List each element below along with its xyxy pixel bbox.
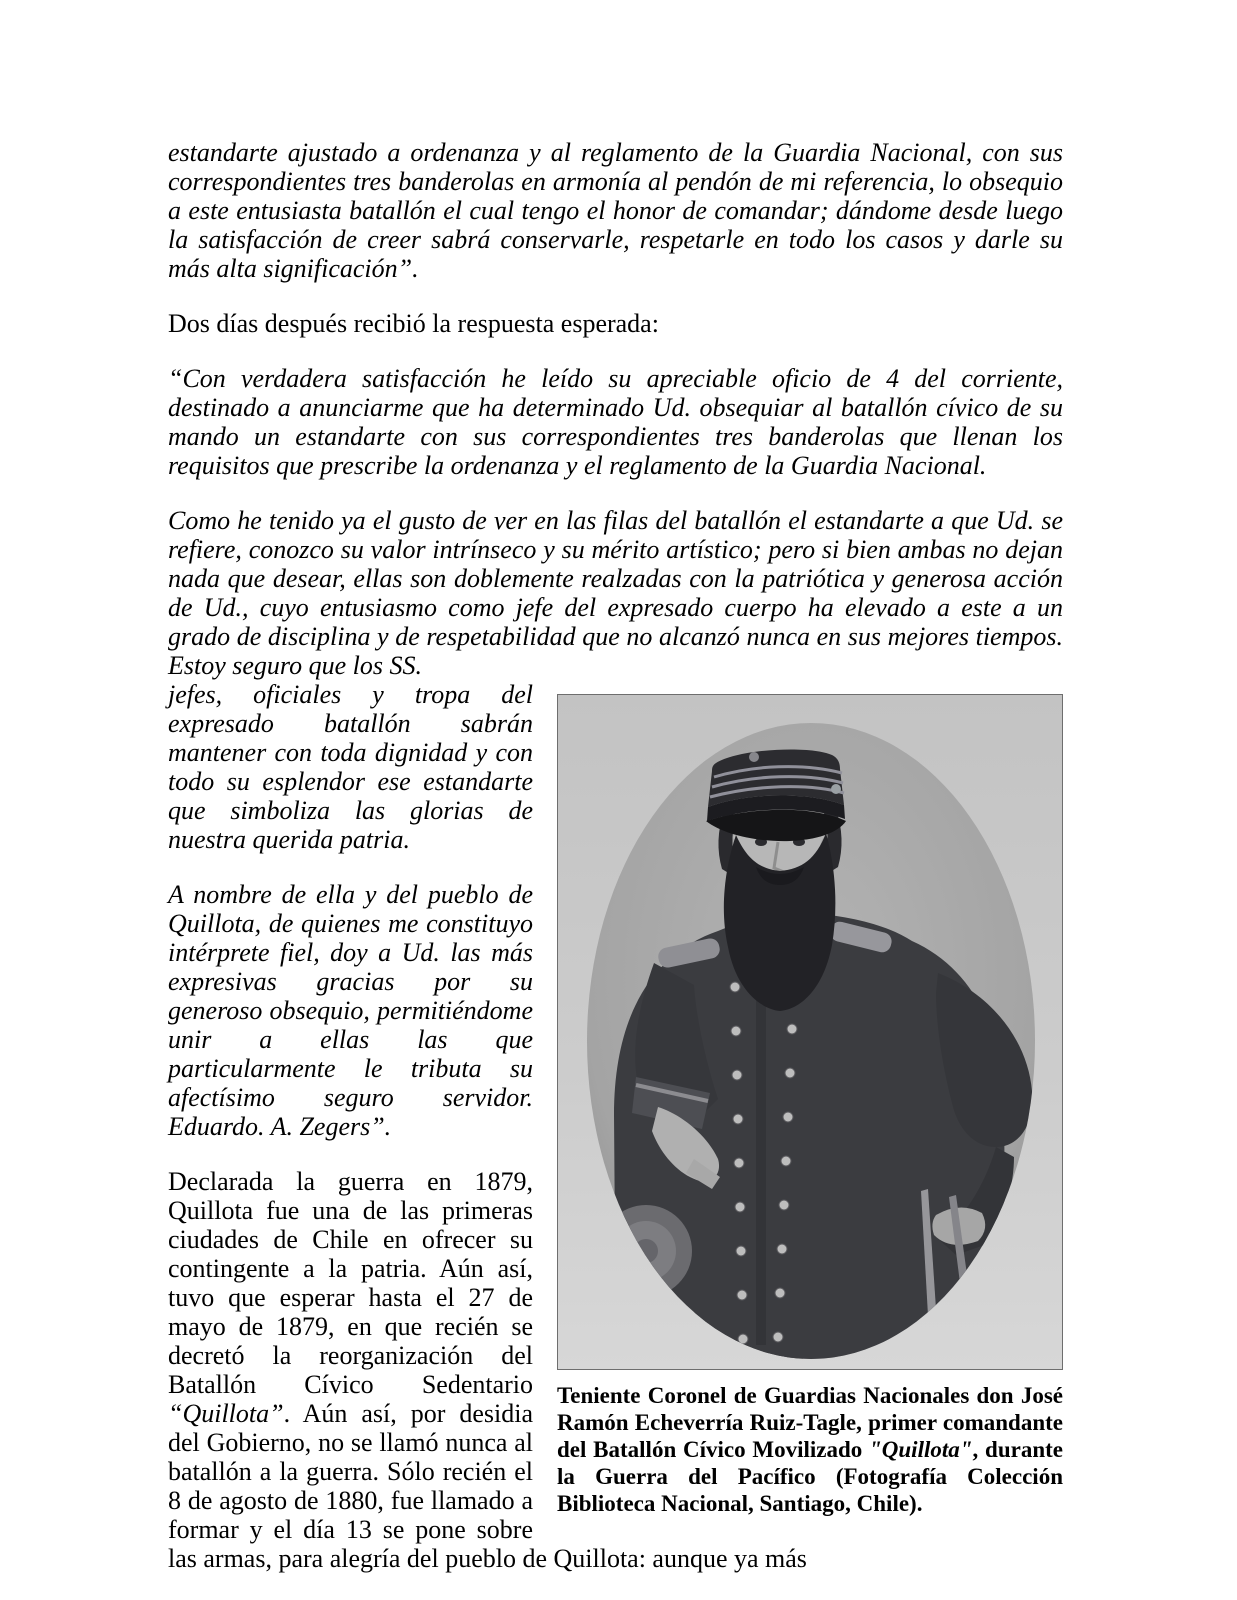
caption-text-2: , durante la Guerra del Pacífico (Fotografía Colección Biblioteca Nacional, Santiago, Chile). [557, 1437, 1063, 1516]
caption-quillota-italic: "Quillota" [869, 1437, 973, 1462]
paragraph-como-he-tenido: Como he tenido ya el gusto de ver en las filas del batallón el estandarte a que Ud. se refiere, conozco su valor intrínseco y su mérito artístico; pero si bien ambas no dejan nada que desear, ellas son doblemente realzadas con la patriótica y generosa acción de Ud., cuyo entusiasmo como jefe del expresado cuerpo ha elevado a este a un grado de disciplina y de respetabilidad que no alcanzó nunca en sus mejores tiempos. Estoy seguro que los SS. [168, 506, 1063, 680]
caption-text-1: Teniente Coronel de Guardias Nacionales don José Ramón Echeverría Ruiz-Tagle, primer comandante del Batallón Cívico Movilizado [557, 1383, 1063, 1462]
declarada-text-2: . Aún así, por desidia del Gobierno, no se llamó nunca al batallón a la guerra. Sólo recién el 8 de agosto de 1880, fue llamado a formar y el día 13 se pone sobre las armas, para alegría del pueblo de Quillota: aunque ya más [168, 1399, 807, 1573]
paragraph-estandarte: estandarte ajustado a ordenanza y al reglamento de la Guardia Nacional, con sus correspondientes tres banderolas en armonía al pendón de mi referencia, lo obsequio a este entusiasta batallón el cual tengo el honor de comandar; dándome desde luego la satisfacción de creer sabrá conservarle, respetarle en todo los casos y darle su más alta significación”. [168, 138, 1063, 283]
paragraph-dos-dias: Dos días después recibió la respuesta esperada: [168, 309, 659, 338]
declarada-quillota-italic: “Quillota” [168, 1399, 284, 1428]
photo-caption [557, 1382, 1063, 1517]
paragraph-jefes-text: jefes, oficiales y tropa del expresado batallón sabrán mantener con toda dignidad y con todo su esplendor ese estandarte que simboliza las glorias de nuestra querida patria. [168, 680, 533, 854]
paragraph-con-verdadera: “Con verdadera satisfacción he leído su apreciable oficio de 4 del corriente, destinado a anunciarme que ha determinado Ud. obsequiar al batallón cívico de su mando un estandarte con sus correspondientes tres banderolas que llenan los requisitos que prescribe la ordenanza y el reglamento de la Guardia Nacional. [168, 364, 1063, 480]
photo-figure [557, 694, 1063, 1517]
portrait-photo [557, 694, 1063, 1370]
declarada-text-1: Declarada la guerra en 1879, Quillota fue una de las primeras ciudades de Chile en ofrecer su contingente a la patria. Aún así, tuvo que esperar hasta el 27 de mayo de 1879, en que recién se decretó la reorganización del Batallón Cívico Sedentario [168, 1167, 533, 1399]
paragraph-a-nombre: A nombre de ella y del pueblo de Quillota, de quienes me constituyo intérprete fiel, doy a Ud. las más expresivas gracias por su generoso obsequio, permitiéndome unir a ellas las que particularmente le tributa su afectísimo seguro servidor. Eduardo. A. Zegers”. [168, 880, 533, 1141]
